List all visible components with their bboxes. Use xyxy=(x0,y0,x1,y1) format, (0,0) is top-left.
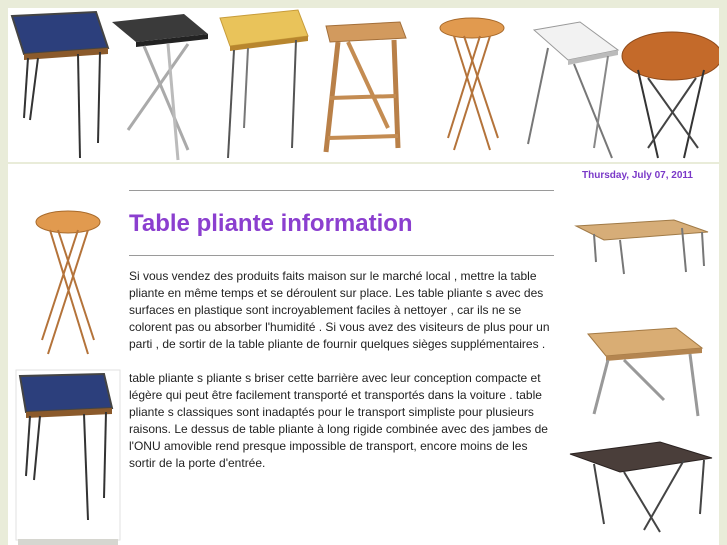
right-table-dark-image xyxy=(570,442,712,532)
article-paragraph-1: Si vous vendez des produits faits maison sur le marché local , mettre la table pliante en même temps et se déroulent sur place. Les table pliante s avec des surfaces en plastique sont incroyablement faciles à nettoyer , car ils ne se colorent pas ou absorber l'humidité . Si vous avez des visiteurs de plus pour un parti , de sortir de la table pliante de fournir quelques sièges supplémentaires . xyxy=(129,269,550,351)
banner-table-white-image xyxy=(528,22,618,158)
top-divider xyxy=(129,190,554,191)
left-table-round-image xyxy=(36,211,100,354)
right-table-wood-image xyxy=(588,328,702,416)
right-image-column xyxy=(564,164,719,545)
article-paragraph-2: table pliante s pliante s briser cette barrière avec leur conception compacte et légère qui peut être facilement transporté et transportés dans la voiture . table pliante s classiques sont inadaptés pour le transport simpliste pour plusieurs raisons. Le dessus de table pliante à long rigide combinée avec des jambes de l'ONU amovible rend presque impossible de transport, encore moins de les sortir de la porte d'entrée. xyxy=(129,371,548,470)
right-table-long-image xyxy=(576,220,708,274)
header-banner xyxy=(8,8,719,162)
banner-table-wooden-bar-image xyxy=(326,22,406,152)
banner-table-wood-metal-image xyxy=(220,10,308,158)
left-image-column xyxy=(8,164,123,545)
banner-table-oval-garden-image xyxy=(622,32,719,158)
post-date: Thursday, July 07, 2011 xyxy=(582,170,693,181)
article xyxy=(129,164,554,472)
banner-table-black-image xyxy=(112,14,208,160)
banner-table-round-bistro-image xyxy=(440,18,504,150)
banner-table-blue-image xyxy=(12,12,108,158)
title-divider xyxy=(129,255,554,256)
content-panel xyxy=(8,164,719,545)
left-next-image-edge xyxy=(18,539,118,545)
page-title: Table pliante information xyxy=(129,210,413,237)
